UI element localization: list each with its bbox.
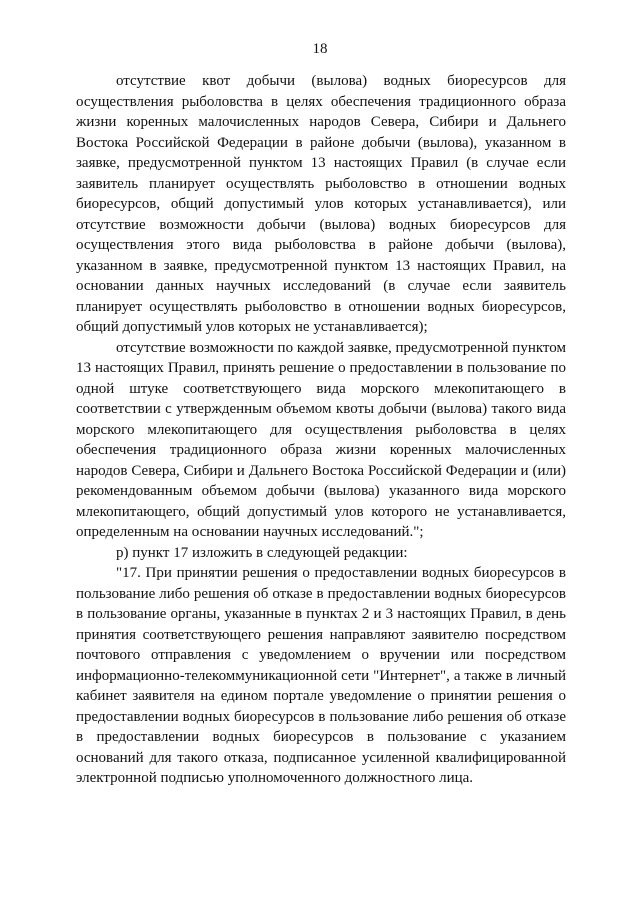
paragraph-item-17: "17. При принятии решения о предоставлении водных биоресурсов в пользование либо решения об отказе в предоставлении водных биоресурсов в пользование органы, указанные в пунктах 2 и 3 настоящих Правил, в день принятия соответствующего решения направляют заявителю посредством почтового отправления с уведомлением о вручении или посредством информационно-телекоммуникационной сети "Интернет", а также в личный кабинет заявителя на едином портале уведомление о принятии решения о предоставлении водных биоресурсов в пользование либо решения об отказе в предоставлении водных биоресурсов в пользование с указанием оснований для такого отказа, подписанное усиленной квалифицированной электронной подписью уполномоченного должностного лица. [76, 565, 566, 786]
paragraph-no-quotas: отсутствие квот добычи (вылова) водных биоресурсов для осуществления рыболовства в целях обеспечения традиционного образа жизни коренных малочисленных народов Севера, Сибири и Дальнего Востока Российской Федерации в районе добычи (вылова), указанном в заявке, предусмотренной пунктом 13 настоящих Правил (в случае если заявитель планирует осуществлять рыболовство в отношении водных биоресурсов, общий допустимый улов которых устанавливается), или отсутствие возможности добычи (вылова) водных биоресурсов для осуществления этого вида рыболовства в районе добычи (вылова), указанном в заявке, предусмотренной пунктом 13 настоящих Правил, на основании данных научных исследований (в случае если заявитель планирует осуществлять рыболовство в отношении водных биоресурсов, общий допустимый улов которых не устанавливается); [76, 73, 566, 335]
document-body [76, 71, 566, 789]
page-number: 18 [312, 41, 328, 57]
paragraph-item-r: р) пункт 17 изложить в следующей редакции: [116, 544, 408, 561]
paragraph-no-possibility: отсутствие возможности по каждой заявке, предусмотренной пунктом 13 настоящих Правил, принять решение о предоставлении в пользование по одной штуке соответствующего вида морского млекопитающего в соответствии с утвержденным объемом квоты добычи (вылова) такого вида морского млекопитающего для осуществления рыболовства в целях обеспечения традиционного образа жизни коренных малочисленных народов Севера, Сибири и Дальнего Востока Российской Федерации и (или) рекомендованным объемом добычи (вылова) указанного вида морского млекопитающего, общий допустимый улов которого не устанавливается, определенным на основании научных исследований."; [76, 339, 566, 540]
